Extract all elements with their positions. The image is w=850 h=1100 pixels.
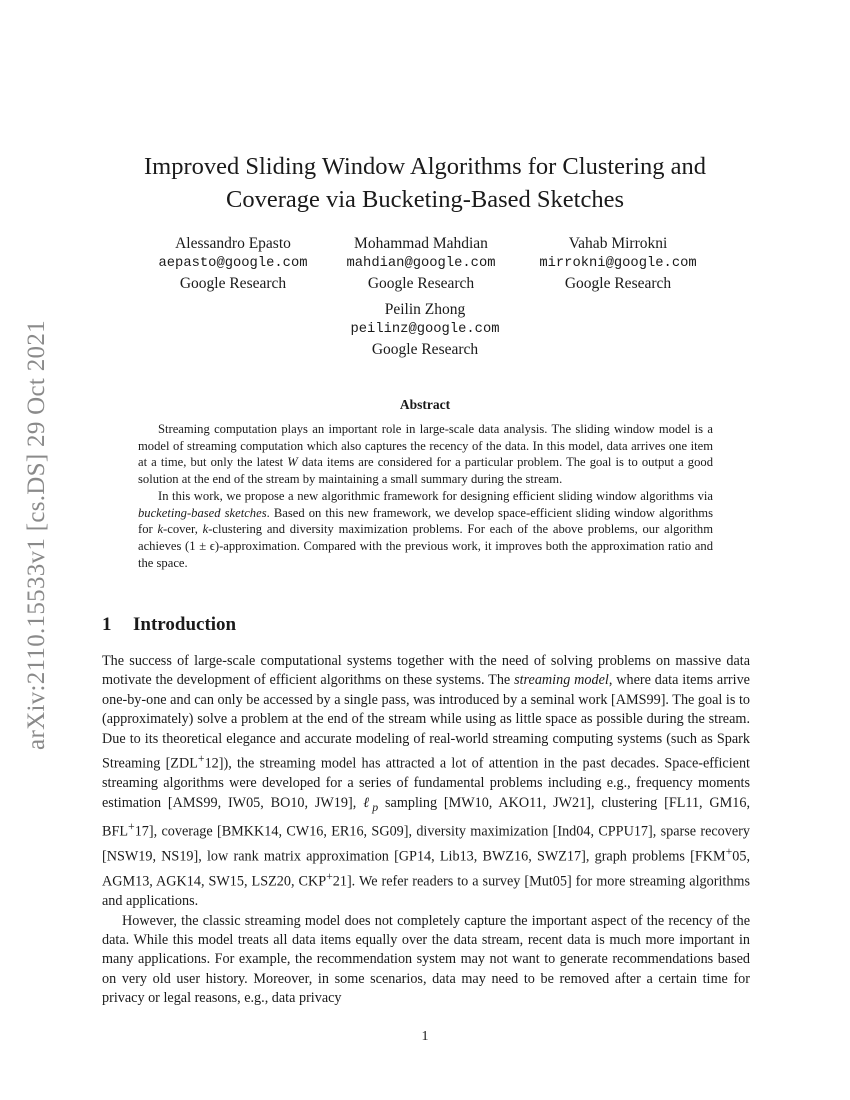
text-run: The success of large-scale computational systems together with the need of solving problems on massive data motivate the development of efficient algorithms on these systems. The xyxy=(102,653,750,689)
citation-superscript: + xyxy=(326,869,333,884)
author-affiliation: Google Research xyxy=(371,341,479,358)
intro-paragraph-2: However, the classic streaming model does not completely capture the important aspect of the recency of the data. While this model treats all data items equally over the data stream, recent data is much more important in many applications. For example, the recommendation system may not want to generate recommendations based on very old user history. Moreover, in some scenarios, data may need to be removed after a certain time for privacy or legal reasons, e.g., data privacy xyxy=(102,912,750,1007)
abstract-paragraph-1 xyxy=(138,421,713,488)
author-block-mahdian xyxy=(311,234,531,294)
arxiv-id-text: arXiv:2110.15533v1 [cs.DS] 29 Oct 2021 xyxy=(23,320,50,750)
title-line-2: Coverage via Bucketing-Based Sketches xyxy=(225,186,624,213)
abstract-heading: Abstract xyxy=(399,397,451,412)
section-number: 1 xyxy=(102,614,112,635)
citation-superscript: + xyxy=(725,843,733,858)
intro-paragraph-1 xyxy=(102,652,750,912)
emphasized-term: streaming model xyxy=(514,672,609,689)
math-expression: (1 ± ϵ) xyxy=(185,538,220,553)
abstract-body xyxy=(138,421,713,571)
abstract-paragraph-2 xyxy=(138,488,713,572)
text-run: sampling [MW10, AKO11, JW21], clustering [FL11, GM16, BFL xyxy=(102,794,750,840)
introduction-body xyxy=(102,652,750,1009)
text-run: 12]), the streaming model has attracted a lot of attention in the past decades. Space-efficient streaming algorithms were developed for a series of fundamental problems including e.g., frequency moments estimation [AMS99, IW05, BO10, JW19], xyxy=(102,755,750,811)
author-email: peilinz@google.com xyxy=(350,322,500,337)
text-run: data items are considered for a particular problem. The goal is to output a good solution at the end of the stream by maintaining a small summary during the stream. xyxy=(138,455,713,487)
author-name: Mohammad Mahdian xyxy=(354,235,488,252)
math-variable: W xyxy=(287,455,298,470)
text-run: , where data items arrive one-by-one and can only be accessed by a single pass, was introduced by a seminal work [AMS99]. The goal is to (approximately) solve a problem at the end of the stream while using as little space as possible during the stream. Due to its theoretical elegance and accurate modeling of real-world streaming computing systems (such as Spark Streaming [ZDL xyxy=(102,672,750,772)
math-variable: ℓ xyxy=(363,794,373,811)
page-number: 1 xyxy=(421,1029,429,1044)
text-run: In this work, we propose a new algorithmic framework for designing efficient sliding window algorithms via xyxy=(158,488,713,503)
author-email: mahdian@google.com xyxy=(346,256,496,271)
text-run: 05, AGM13, AGK14, SW15, LSZ20, CKP xyxy=(102,848,750,890)
text-run: -clustering and diversity maximization problems. For each of the above problems, our algorithm achieves xyxy=(138,522,713,553)
citation-superscript: + xyxy=(128,818,135,833)
author-affiliation: Google Research xyxy=(367,275,475,292)
author-email: mirrokni@google.com xyxy=(539,256,697,271)
paper-title xyxy=(0,150,850,216)
section-heading xyxy=(102,614,236,636)
author-name: Alessandro Epasto xyxy=(175,235,291,252)
text-run: . Based on this new framework, we develop space-efficient sliding window algorithms for xyxy=(138,505,713,537)
text-run: 21]. We refer readers to a survey [Mut05] for more streaming algorithms and applications. xyxy=(102,873,750,910)
math-subscript: p xyxy=(372,799,379,814)
math-variable: k xyxy=(157,522,164,537)
section-title: Introduction xyxy=(133,614,237,635)
author-name: Vahab Mirrokni xyxy=(568,235,668,252)
author-name: Peilin Zhong xyxy=(384,301,466,318)
author-block-mirrokni xyxy=(508,234,728,294)
text-run: -cover, xyxy=(163,522,203,537)
emphasized-term: bucketing-based sketches xyxy=(138,505,267,520)
author-affiliation: Google Research xyxy=(179,275,287,292)
author-block-epasto xyxy=(123,234,343,294)
math-variable: k xyxy=(202,522,209,537)
author-affiliation: Google Research xyxy=(564,275,672,292)
text-run: -approximation. Compared with the previous work, it improves both the approximation ratio and the space. xyxy=(138,538,713,570)
author-email: aepasto@google.com xyxy=(158,256,308,271)
citation-superscript: + xyxy=(197,751,205,766)
text-run: Streaming computation plays an important role in large-scale data analysis. The sliding window model is a model of streaming computation which also captures the recency of the data. In this model, data arrives one item at a time, but only the latest xyxy=(138,422,713,470)
text-run: 17], coverage [BMKK14, CW16, ER16, SG09], diversity maximization [Ind04, CPPU17], sparse recovery [NSW19, NS19], low rank matrix approximation [GP14, Lib13, BWZ16, SWZ17], graph problems [FKM xyxy=(102,823,750,865)
title-line-1: Improved Sliding Window Algorithms for Clustering and xyxy=(143,153,707,180)
author-block-zhong xyxy=(315,300,535,360)
